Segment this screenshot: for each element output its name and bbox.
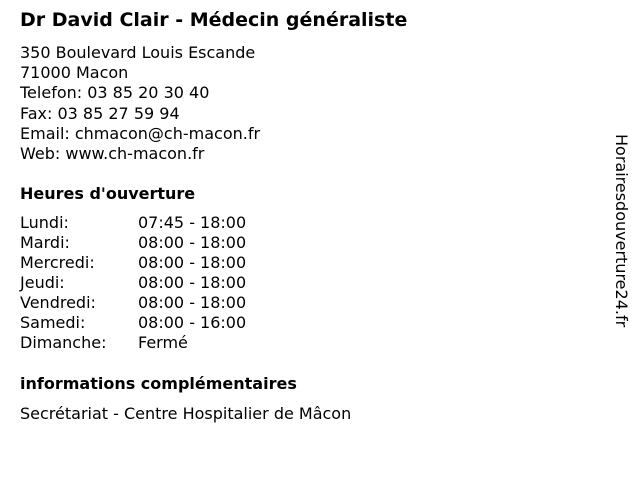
site-watermark: Horairesdouverture24.fr bbox=[612, 134, 631, 328]
hours-row-monday bbox=[20, 213, 280, 233]
time-value: 08:00 - 18:00 bbox=[138, 273, 247, 292]
additional-info-heading: informations complémentaires bbox=[20, 374, 297, 393]
hours-row-tuesday bbox=[20, 233, 280, 253]
opening-hours-table bbox=[20, 213, 280, 353]
time-value: 07:45 - 18:00 bbox=[138, 213, 247, 232]
day-label: Mardi: bbox=[20, 233, 70, 252]
page-title: Dr David Clair - Médecin généraliste bbox=[20, 9, 408, 31]
time-value: 08:00 - 18:00 bbox=[138, 233, 247, 252]
website: Web: www.ch-macon.fr bbox=[20, 144, 205, 164]
time-value: Fermé bbox=[138, 333, 188, 352]
fax-number: Fax: 03 85 27 59 94 bbox=[20, 103, 180, 123]
city-postcode: 71000 Macon bbox=[20, 63, 129, 83]
street-address: 350 Boulevard Louis Escande bbox=[20, 43, 256, 62]
hours-row-wednesday bbox=[20, 253, 280, 273]
contact-block bbox=[20, 43, 260, 164]
hours-row-saturday bbox=[20, 313, 280, 333]
time-value: 08:00 - 18:00 bbox=[138, 293, 247, 312]
additional-info-text: Secrétariat - Centre Hospitalier de Mâcon bbox=[20, 404, 352, 423]
day-label: Mercredi: bbox=[20, 253, 95, 272]
opening-hours-heading: Heures d'ouverture bbox=[20, 184, 196, 203]
email-address: Email: chmacon@ch-macon.fr bbox=[20, 123, 261, 143]
hours-row-friday bbox=[20, 293, 280, 313]
hours-row-sunday bbox=[20, 333, 280, 353]
day-label: Dimanche: bbox=[20, 333, 107, 352]
time-value: 08:00 - 16:00 bbox=[138, 313, 247, 332]
day-label: Samedi: bbox=[20, 313, 86, 332]
hours-row-thursday bbox=[20, 273, 280, 293]
day-label: Jeudi: bbox=[20, 273, 65, 292]
time-value: 08:00 - 18:00 bbox=[138, 253, 247, 272]
day-label: Lundi: bbox=[20, 213, 69, 232]
day-label: Vendredi: bbox=[20, 293, 96, 312]
phone-number: Telefon: 03 85 20 30 40 bbox=[20, 83, 210, 103]
